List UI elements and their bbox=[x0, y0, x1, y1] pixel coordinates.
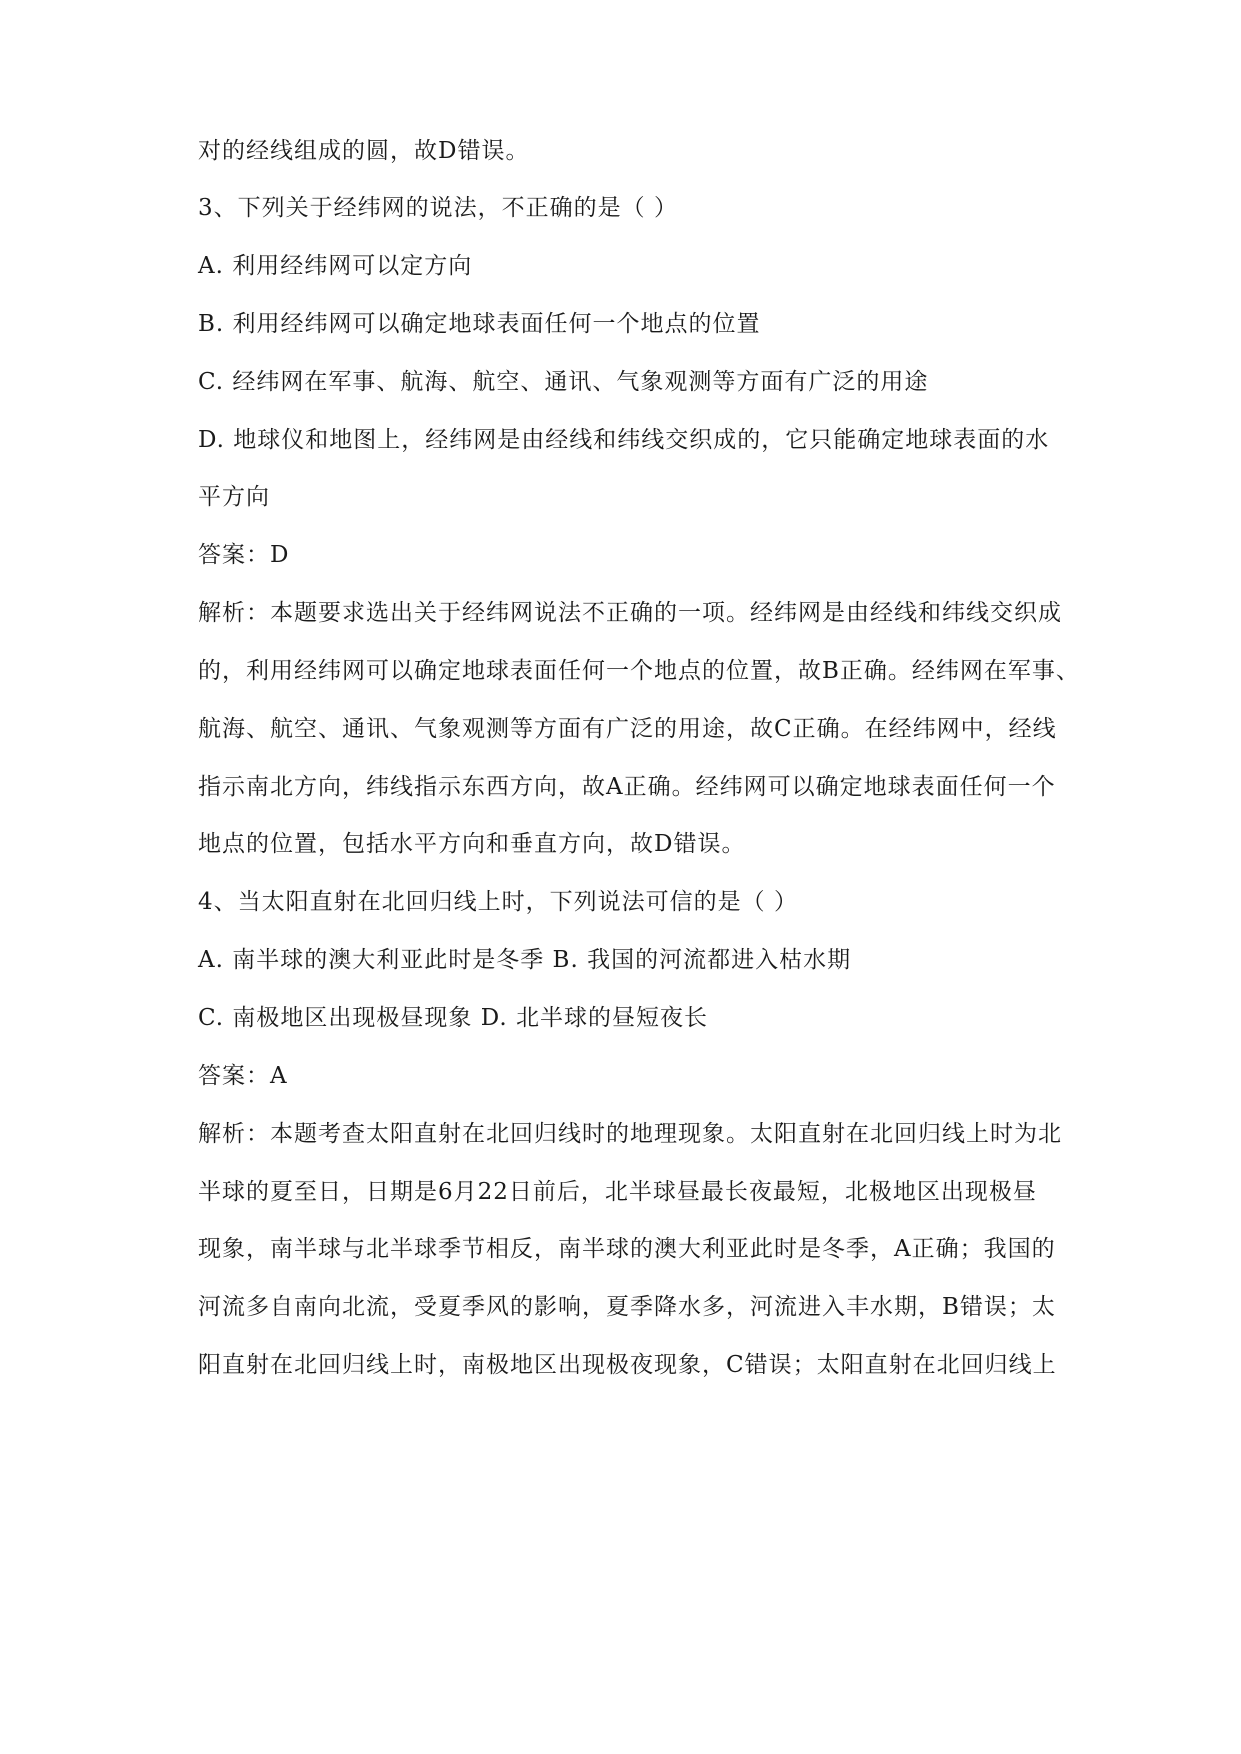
question-3-option-c: C. 经纬网在军事、航海、航空、通讯、气象观测等方面有广泛的用途 bbox=[198, 369, 929, 395]
question-4-options-ab: A. 南半球的澳大利亚此时是冬季 B. 我国的河流都进入枯水期 bbox=[198, 947, 852, 973]
text-line-1: 对的经线组成的圆，故D错误。 bbox=[198, 138, 530, 164]
question-4-options-cd: C. 南极地区出现极昼现象 D. 北半球的昼短夜长 bbox=[198, 1005, 708, 1031]
question-4-answer: 答案：A bbox=[198, 1063, 288, 1089]
question-3-option-b: B. 利用经纬网可以确定地球表面任何一个地点的位置 bbox=[198, 311, 761, 337]
question-4-analysis-2: 半球的夏至日，日期是6月22日前后，北半球昼最长夜最短，北极地区出现极昼 bbox=[198, 1179, 1037, 1205]
question-3-option-a: A. 利用经纬网可以定方向 bbox=[198, 253, 473, 279]
question-3-analysis-4: 指示南北方向，纬线指示东西方向，故A正确。经纬网可以确定地球表面任何一个 bbox=[198, 774, 1056, 800]
question-3-analysis-5: 地点的位置，包括水平方向和垂直方向，故D错误。 bbox=[198, 831, 746, 857]
question-3-stem: 3、下列关于经纬网的说法，不正确的是（ ） bbox=[198, 195, 678, 221]
question-3-analysis-1: 解析：本题要求选出关于经纬网说法不正确的一项。经纬网是由经线和纬线交织成 bbox=[198, 600, 1062, 626]
question-4-analysis-1: 解析：本题考查太阳直射在北回归线时的地理现象。太阳直射在北回归线上时为北 bbox=[198, 1121, 1062, 1147]
question-3-analysis-3: 航海、航空、通讯、气象观测等方面有广泛的用途，故C正确。在经纬网中，经线 bbox=[198, 716, 1057, 742]
question-4-stem: 4、当太阳直射在北回归线上时，下列说法可信的是（ ） bbox=[198, 889, 798, 915]
question-4-analysis-4: 河流多自南向北流，受夏季风的影响，夏季降水多，河流进入丰水期，B错误；太 bbox=[198, 1294, 1056, 1320]
question-4-analysis-3: 现象，南半球与北半球季节相反，南半球的澳大利亚此时是冬季，A正确；我国的 bbox=[198, 1236, 1056, 1262]
question-3-analysis-2: 的，利用经纬网可以确定地球表面任何一个地点的位置，故B正确。经纬网在军事、 bbox=[198, 658, 1080, 684]
question-3-option-d: D. 地球仪和地图上，经纬网是由经线和纬线交织成的，它只能确定地球表面的水 bbox=[198, 427, 1050, 453]
question-3-option-d-cont: 平方向 bbox=[198, 484, 270, 510]
question-3-answer: 答案：D bbox=[198, 542, 290, 568]
question-4-analysis-5: 阳直射在北回归线上时，南极地区出现极夜现象，C错误；太阳直射在北回归线上 bbox=[198, 1352, 1057, 1378]
